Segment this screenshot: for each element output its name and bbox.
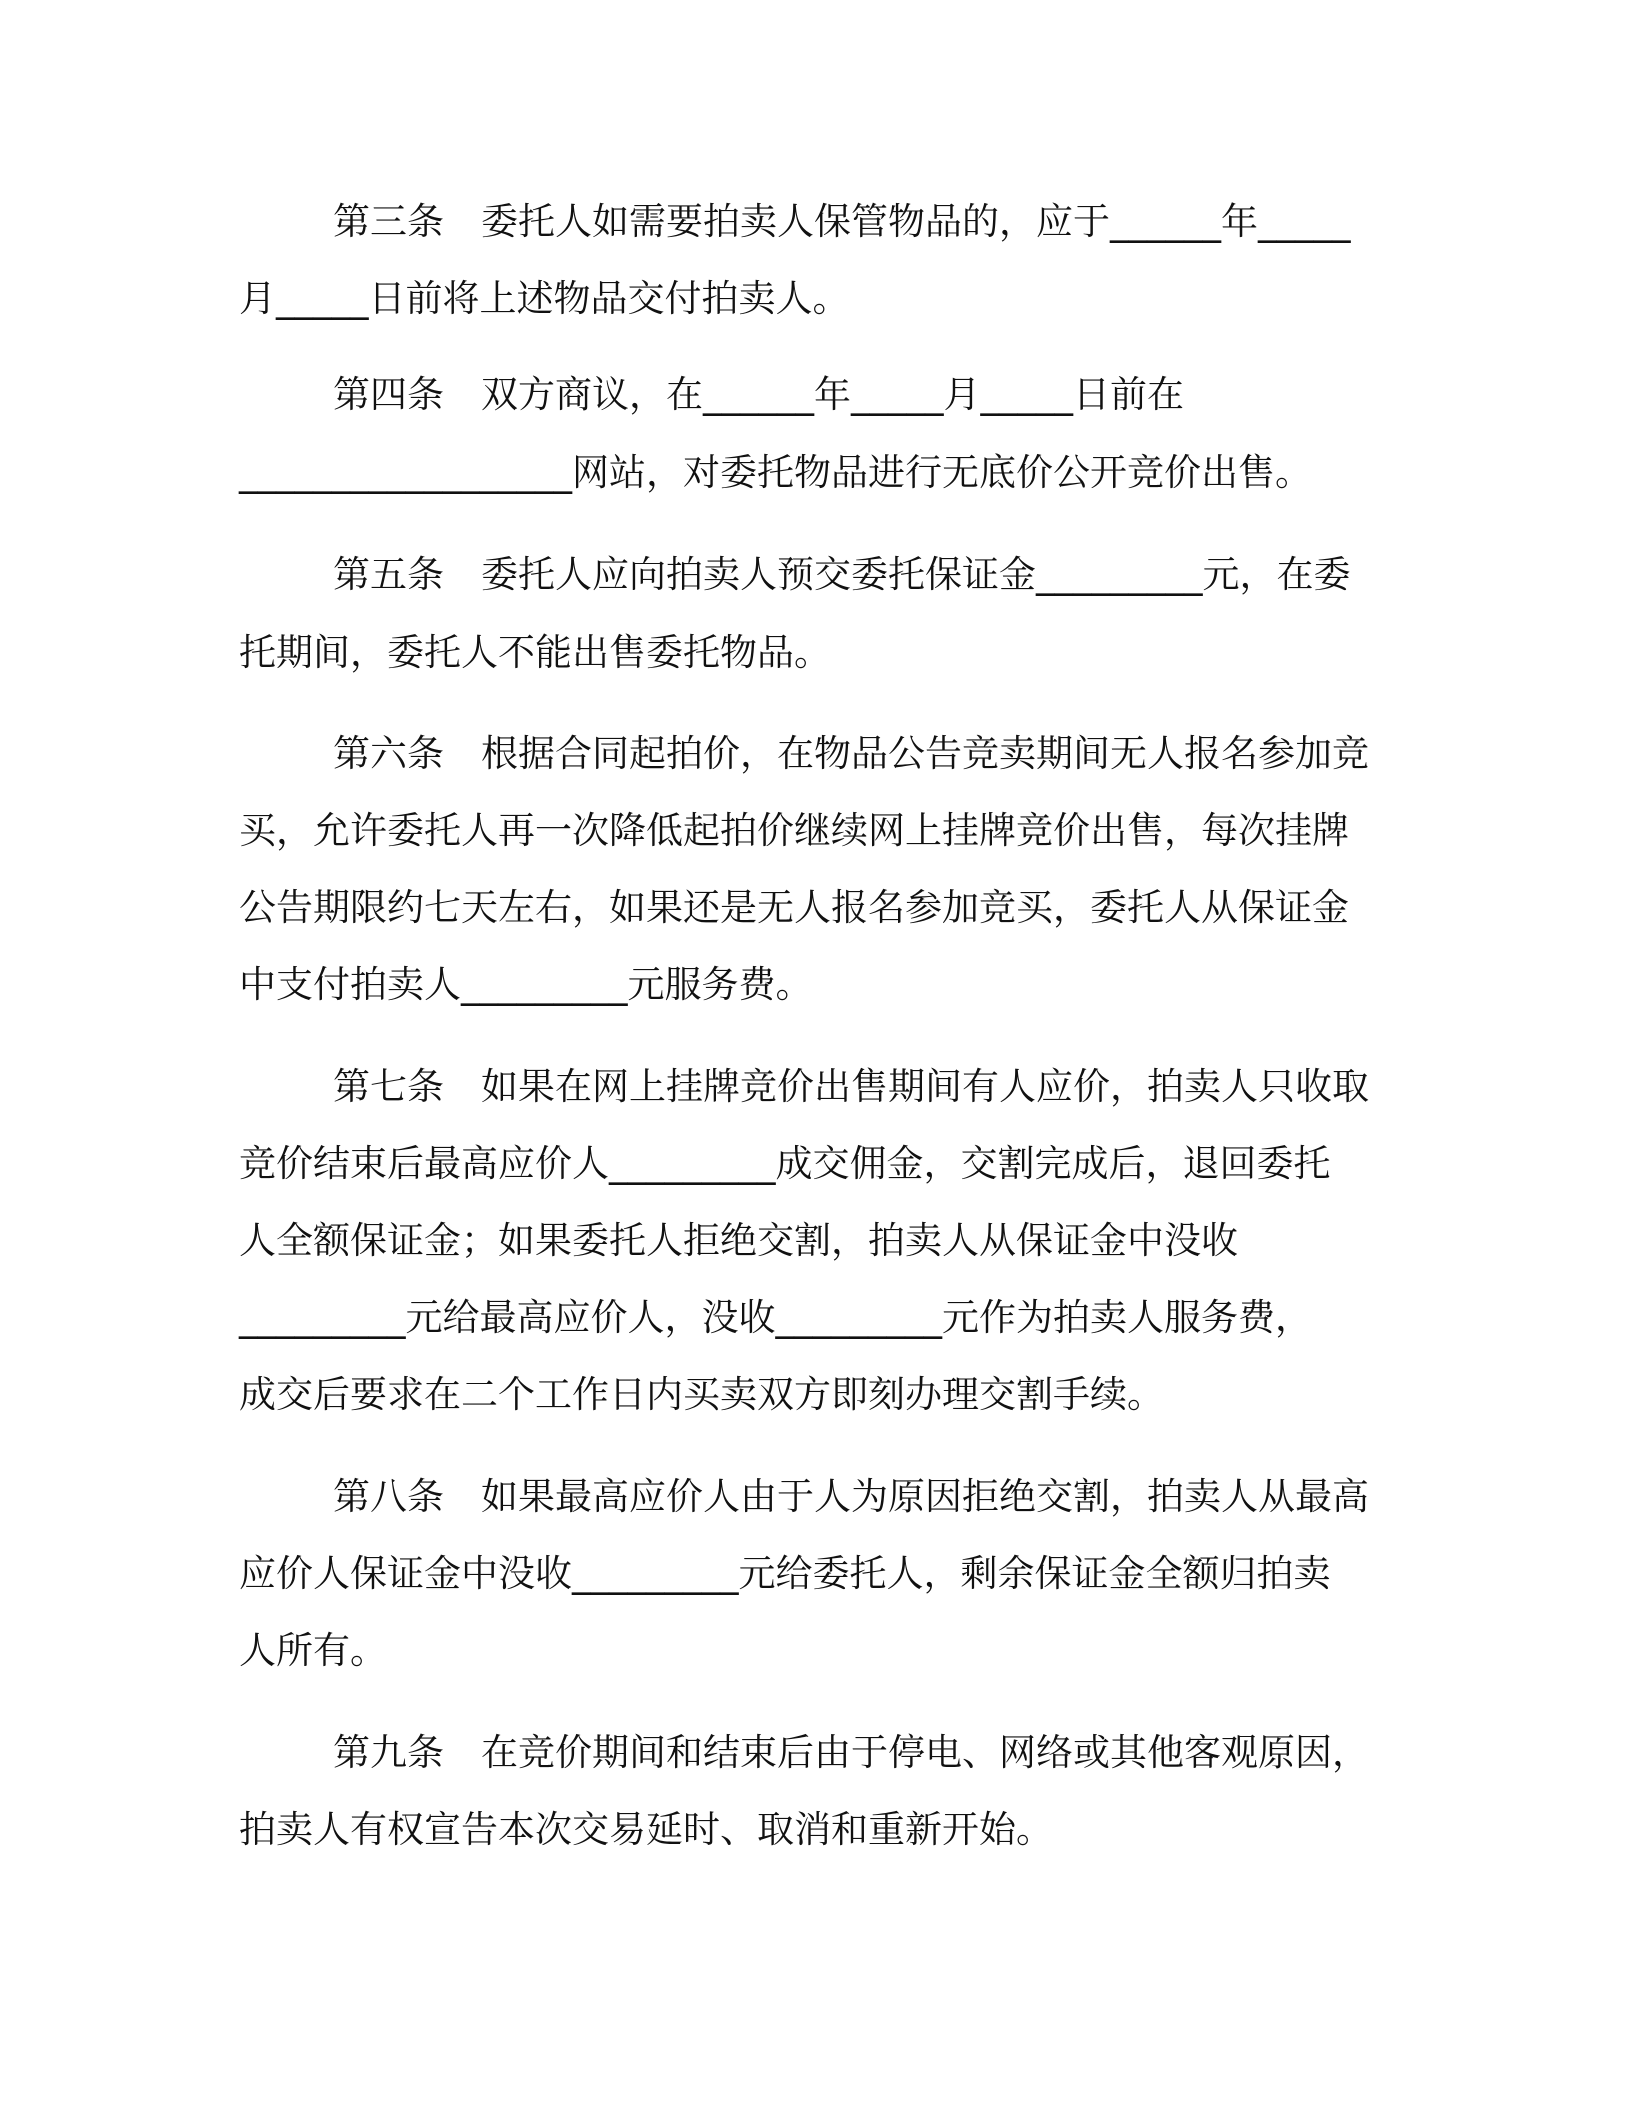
article-4-line-1: 第四条 双方商议，在______年_____月_____日前在 bbox=[333, 373, 1184, 416]
article-8-line-2: 应价人保证金中没收_________元给委托人，剩余保证金全额归拍卖 bbox=[239, 1552, 1331, 1595]
article-9-line-1: 第九条 在竞价期间和结束后由于停电、网络或其他客观原因， bbox=[333, 1731, 1369, 1774]
article-6-line-3: 公告期限约七天左右，如果还是无人报名参加竞买，委托人从保证金 bbox=[239, 886, 1349, 929]
article-3-line-1: 第三条 委托人如需要拍卖人保管物品的，应于______年_____ bbox=[333, 200, 1351, 243]
article-3-line-2: 月_____日前将上述物品交付拍卖人。 bbox=[239, 277, 850, 320]
article-7-line-4: _________元给最高应价人，没收_________元作为拍卖人服务费， bbox=[239, 1296, 1312, 1339]
article-5-line-2: 托期间，委托人不能出售委托物品。 bbox=[239, 631, 831, 674]
article-8-line-3: 人所有。 bbox=[239, 1629, 387, 1672]
article-6-line-1: 第六条 根据合同起拍价，在物品公告竞卖期间无人报名参加竞 bbox=[333, 732, 1369, 775]
article-7-line-5: 成交后要求在二个工作日内买卖双方即刻办理交割手续。 bbox=[239, 1373, 1164, 1416]
article-7-line-2: 竞价结束后最高应价人_________成交佣金，交割完成后，退回委托 bbox=[239, 1142, 1331, 1185]
article-7-line-3: 人全额保证金；如果委托人拒绝交割，拍卖人从保证金中没收 bbox=[239, 1219, 1238, 1262]
article-6-line-4: 中支付拍卖人_________元服务费。 bbox=[239, 963, 813, 1006]
article-9-line-2: 拍卖人有权宣告本次交易延时、取消和重新开始。 bbox=[239, 1808, 1053, 1851]
article-5-line-1: 第五条 委托人应向拍卖人预交委托保证金_________元，在委 bbox=[333, 553, 1351, 596]
article-8-line-1: 第八条 如果最高应价人由于人为原因拒绝交割，拍卖人从最高 bbox=[333, 1475, 1369, 1518]
article-7-line-1: 第七条 如果在网上挂牌竞价出售期间有人应价，拍卖人只收取 bbox=[333, 1065, 1369, 1108]
article-4-line-2: __________________网站，对委托物品进行无底价公开竞价出售。 bbox=[239, 451, 1312, 494]
article-6-line-2: 买，允许委托人再一次降低起拍价继续网上挂牌竞价出售，每次挂牌 bbox=[239, 809, 1349, 852]
